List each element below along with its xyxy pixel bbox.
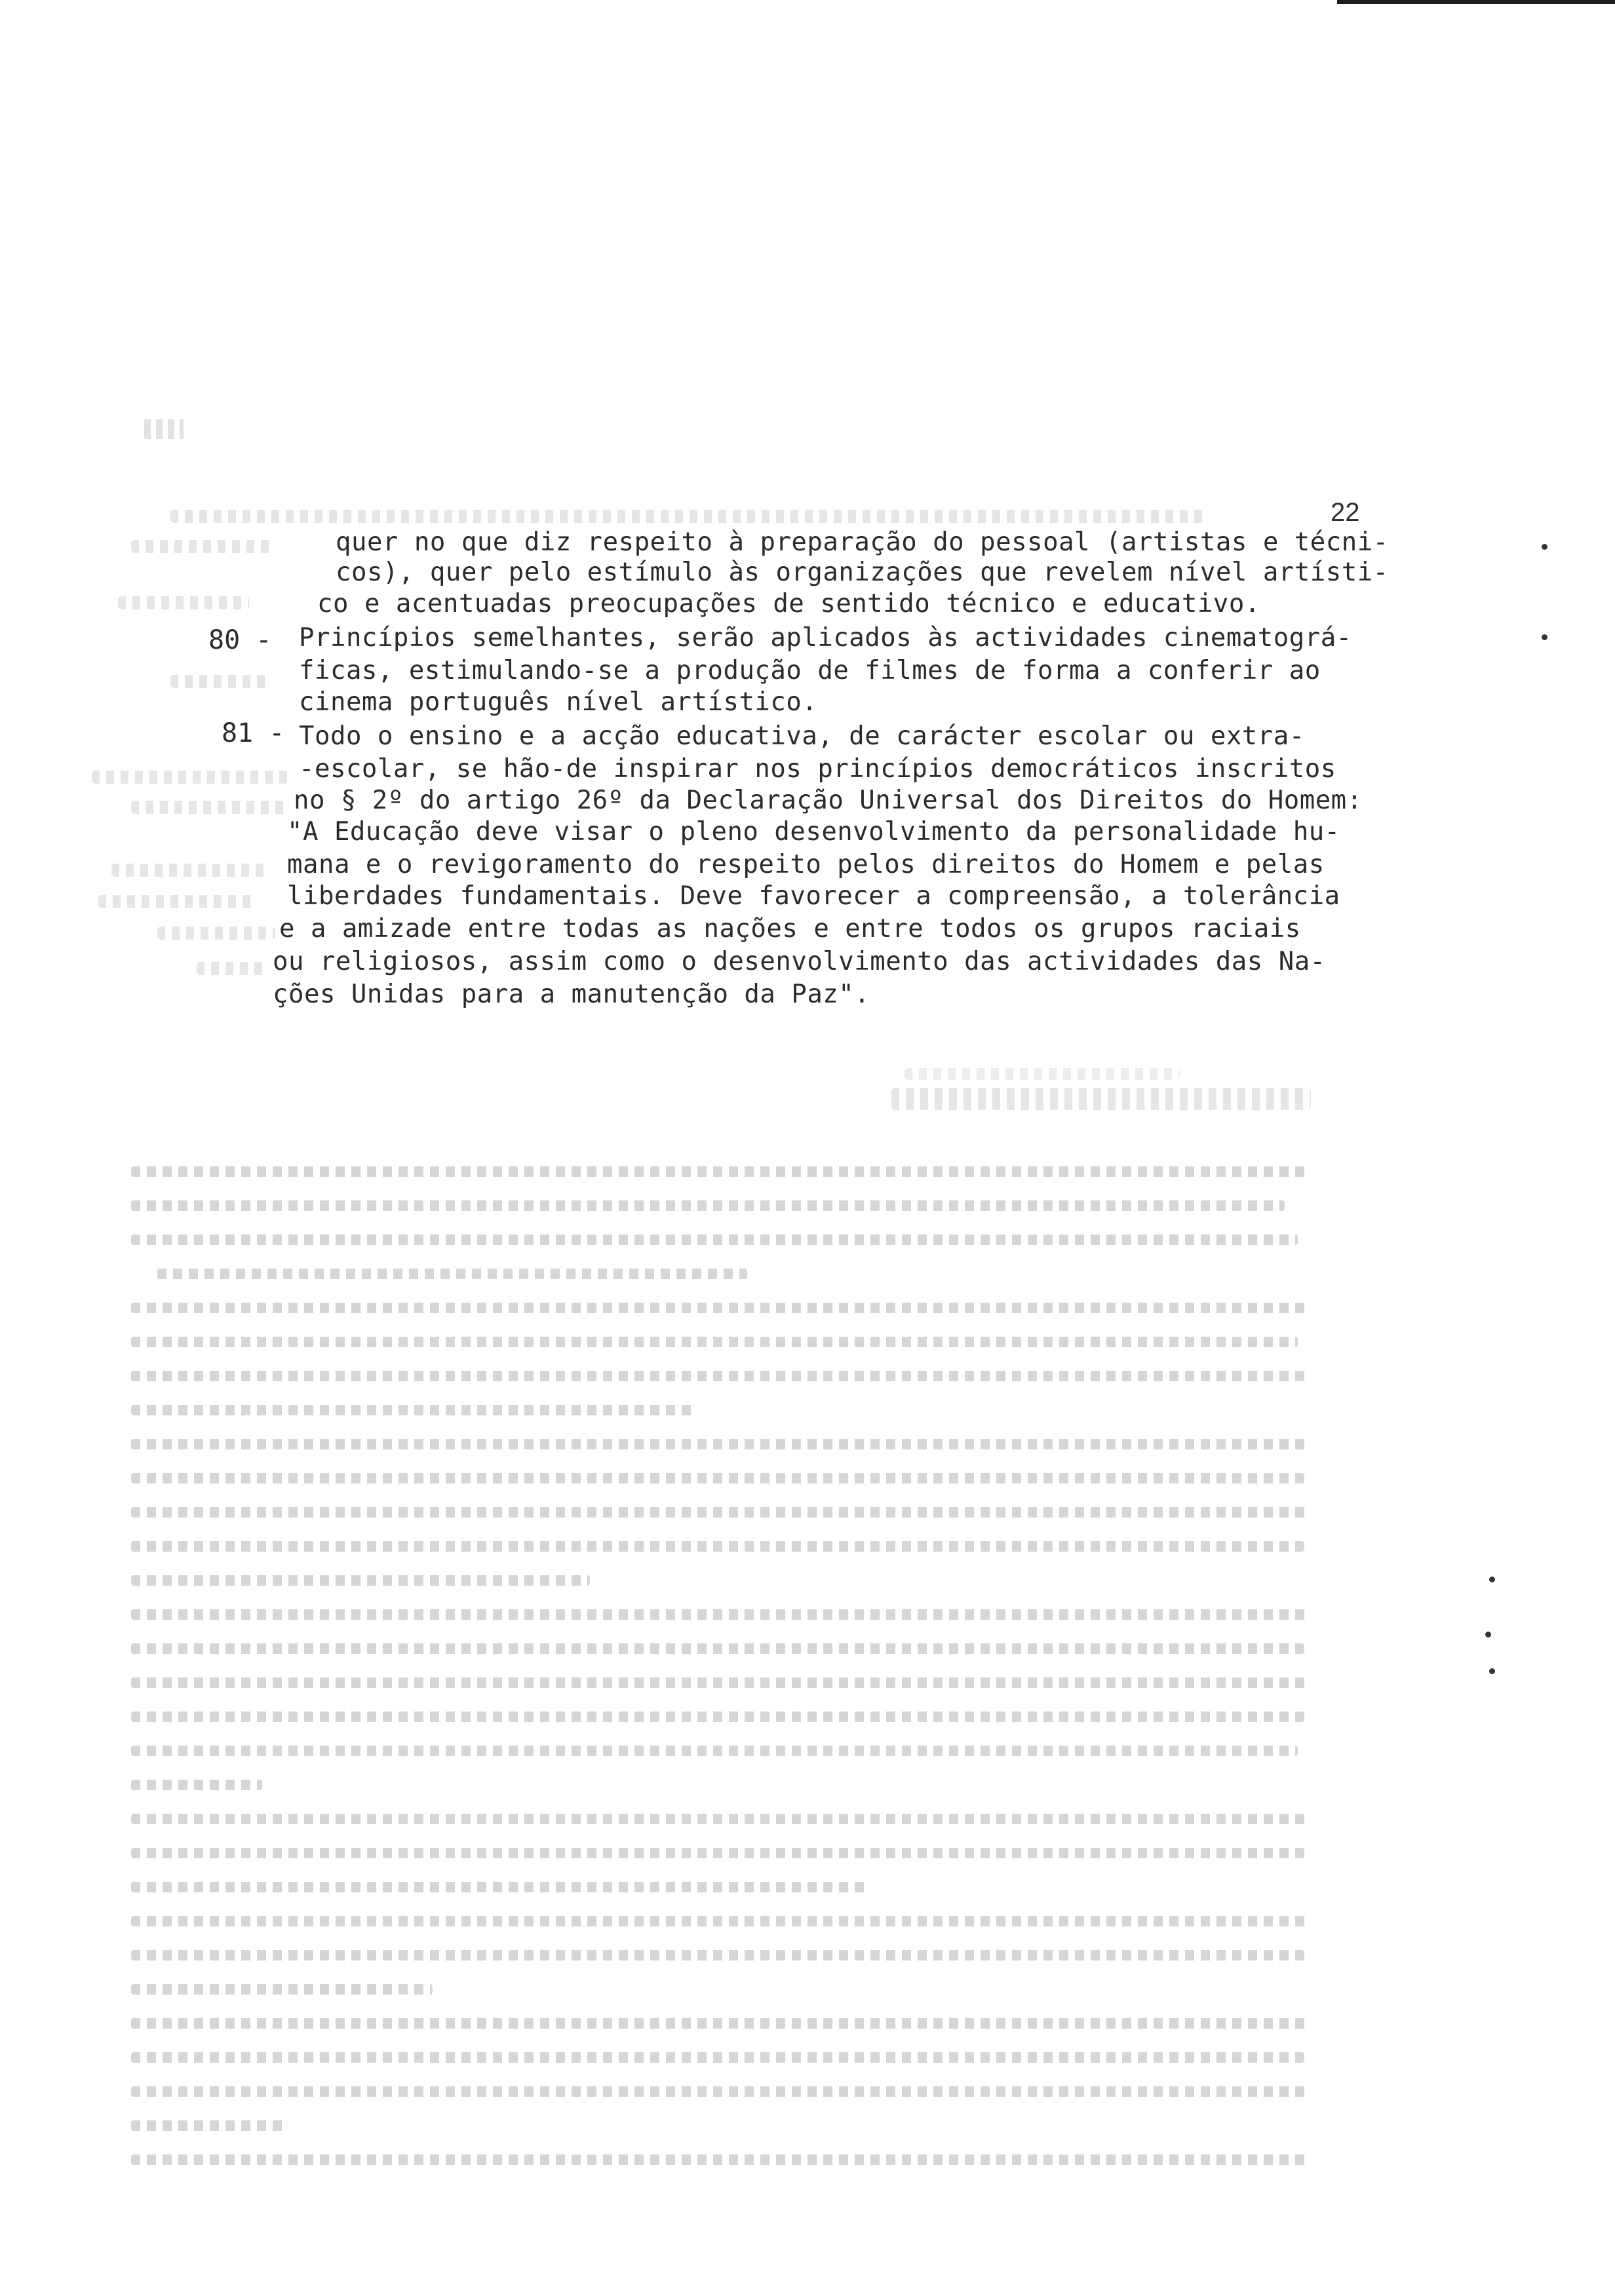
ghost-line [131,1668,1331,1697]
text-line: Princípios semelhantes, serão aplicados às actividades cinematográ- [299,623,1352,653]
bleed-through-line [197,962,269,975]
ghost-line [131,1941,1331,1970]
bleed-through-line [170,675,269,688]
text-line: ções Unidas para a manutenção da Paz". [273,980,870,1009]
bleed-through-line [131,801,288,814]
bleed-through-line [118,596,249,609]
text-line: -escolar, se hão-de inspirar nos princípios democráticos inscritos [299,754,1336,784]
bleed-through-line [92,771,288,784]
text-line: quer no que diz respeito à preparação do pessoal (artistas e técni- [336,527,1389,557]
ghost-line [131,2009,1331,2038]
ghost-line [131,1396,1331,1425]
text-line: liberdades fundamentais. Deve favorecer a compreensão, a tolerância [287,881,1340,911]
ghost-line [131,1634,1331,1663]
bleed-through-line [111,864,269,877]
ghost-line [131,1839,1331,1867]
text-line: ou religiosos, assim como o desenvolvimento das actividades das Na- [273,947,1326,976]
ghost-line [131,1975,1331,2004]
ghost-line [131,1566,1331,1595]
margin-dot [1542,544,1547,550]
ghost-line [131,1362,1331,1390]
bleed-through-heading [891,1088,1311,1110]
text-line: no § 2º do artigo 26º da Declaração Universal dos Direitos do Homem: [294,786,1363,815]
item-number-81: 81 - [222,718,285,748]
margin-dot [1489,1668,1495,1674]
ghost-line [131,2111,1331,2140]
ghost-line [131,1328,1331,1356]
ghost-line [131,1259,1331,1288]
bleed-through-mark [144,419,184,439]
ghost-line [131,1430,1331,1459]
text-line: cos), quer pelo estímulo às organizações que revelem nível artísti- [336,558,1389,587]
bleed-through-line [157,927,275,940]
bleed-through-heading [905,1068,1180,1080]
text-line: e a amizade entre todas as nações e entre todos os grupos raciais [279,914,1301,944]
ghost-line [131,1907,1331,1936]
ghost-line [131,1498,1331,1527]
ghost-line [131,1600,1331,1629]
bleed-through-line [170,510,1206,523]
ghost-line [131,1873,1331,1902]
ghost-line [131,2145,1331,2174]
margin-dot [1485,1632,1491,1637]
margin-dot [1489,1577,1495,1582]
item-number-80: 80 - [208,625,272,655]
ghost-line [131,1702,1331,1731]
page-number: 22 [1331,498,1360,527]
text-line: "A Educação deve visar o pleno desenvolvimento da personalidade hu- [287,817,1340,847]
ghost-line [131,1191,1331,1220]
ghost-line [131,1293,1331,1322]
ghost-line [131,1805,1331,1833]
ghost-line [131,2077,1331,2106]
text-line: Todo o ensino e a acção educativa, de carácter escolar ou extra- [299,721,1305,751]
text-line: co e acentuadas preocupações de sentido técnico e educativo. [317,589,1260,619]
bleed-through-line [98,895,256,908]
ghost-line [131,1464,1331,1493]
ghost-line [131,1225,1331,1254]
ghost-line [131,1157,1331,1186]
ghost-line [131,1770,1331,1799]
margin-dot [1542,634,1547,640]
text-line: ficas, estimulando-se a produção de filmes de forma a conferir ao [299,656,1321,685]
ghost-line [131,1532,1331,1561]
text-line: mana e o revigoramento do respeito pelos direitos do Homem e pelas [287,850,1325,879]
ghost-line [131,1736,1331,1765]
ghost-line [131,2043,1331,2072]
bleed-through-text-block [131,1157,1331,2179]
bleed-through-line [131,540,275,553]
text-line: cinema português nível artístico. [299,687,818,717]
top-edge-rule [1337,0,1615,4]
